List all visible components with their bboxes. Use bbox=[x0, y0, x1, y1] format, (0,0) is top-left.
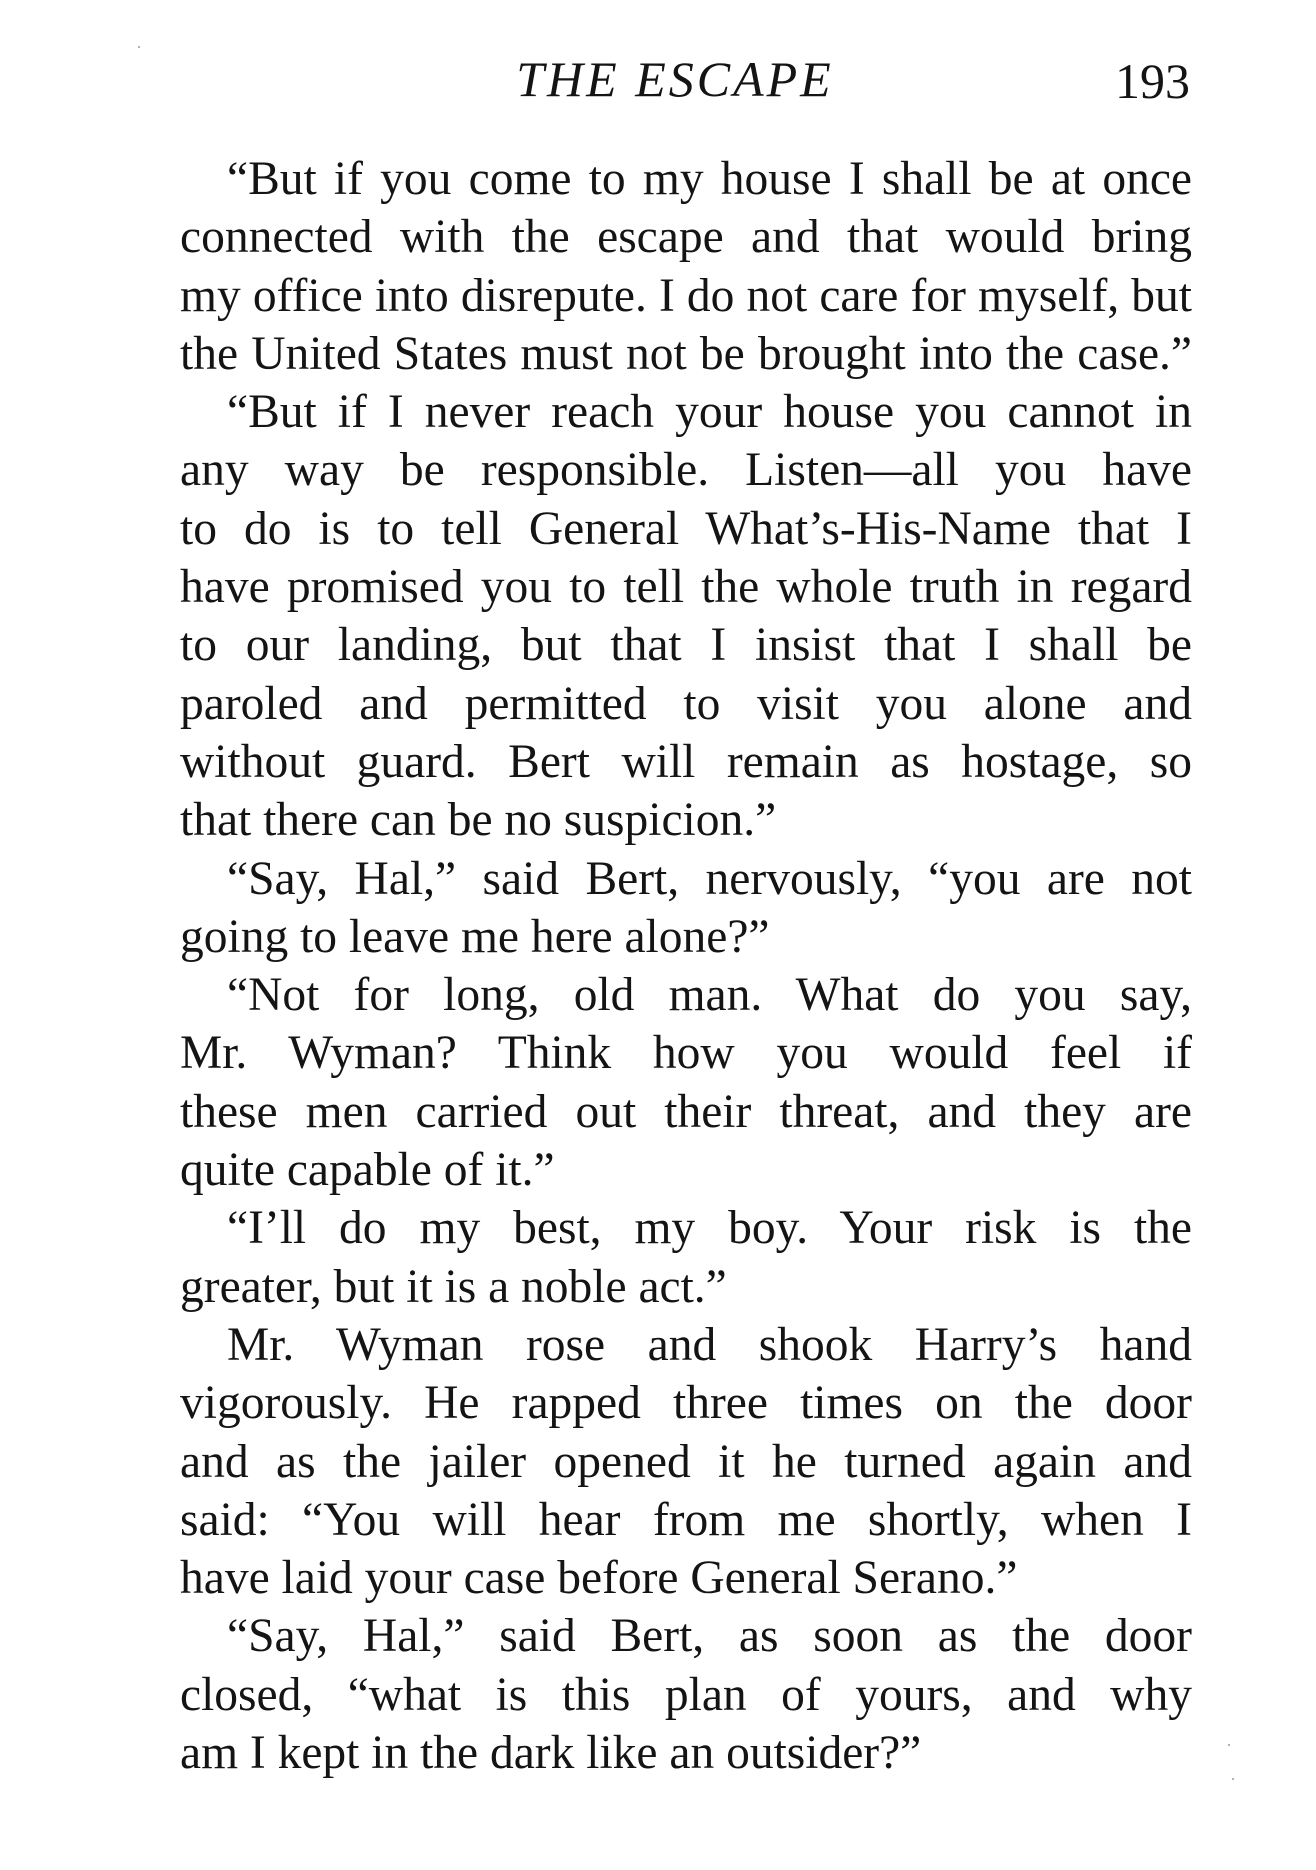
paragraph bbox=[180, 1199, 1192, 1316]
text-line: “Say, Hal,” said Bert, nervously, “you are not bbox=[227, 852, 1192, 905]
paragraph bbox=[180, 383, 1192, 849]
text-line: vigorously. He rapped three times on the door bbox=[180, 1377, 1192, 1430]
text-line: greater, but it is a noble act.” bbox=[180, 1260, 727, 1313]
text-line: paroled and permitted to visit you alone and bbox=[180, 677, 1192, 730]
text-line: to do is to tell General What’s-His-Name that I bbox=[180, 502, 1192, 555]
text-line: the United States must not be brought into the case.” bbox=[180, 327, 1192, 380]
running-title: THE ESCAPE bbox=[516, 51, 834, 107]
paragraph bbox=[180, 850, 1192, 967]
text-line: Mr. Wyman? Think how you would feel if bbox=[180, 1027, 1192, 1080]
text-line: and as the jailer opened it he turned again and bbox=[180, 1435, 1192, 1488]
paper-speck bbox=[1232, 1778, 1234, 1780]
text-line: “Say, Hal,” said Bert, as soon as the door bbox=[227, 1610, 1192, 1663]
text-line: without guard. Bert will remain as hostage, so bbox=[180, 735, 1192, 788]
text-line: said: “You will hear from me shortly, when I bbox=[180, 1493, 1192, 1546]
paper-speck bbox=[138, 46, 140, 48]
text-line: to our landing, but that I insist that I shall be bbox=[180, 619, 1192, 672]
text-line: “I’ll do my best, my boy. Your risk is the bbox=[227, 1202, 1192, 1255]
text-line: closed, “what is this plan of yours, and why bbox=[180, 1668, 1192, 1721]
text-line: “But if you come to my house I shall be at once bbox=[227, 153, 1192, 205]
paper-speck bbox=[1228, 1744, 1230, 1746]
text-line: am I kept in the dark like an outsider?” bbox=[180, 1727, 922, 1780]
text-line: quite capable of it.” bbox=[180, 1144, 555, 1197]
text-line: have laid your case before General Serano.” bbox=[180, 1552, 1018, 1605]
text-line: “But if I never reach your house you cannot in bbox=[227, 386, 1192, 439]
text-line: going to leave me here alone?” bbox=[180, 910, 770, 963]
page-number: 193 bbox=[1115, 53, 1190, 109]
paragraph bbox=[180, 1607, 1192, 1782]
text-line: “Not for long, old man. What do you say, bbox=[227, 969, 1192, 1022]
text-line: my office into disrepute. I do not care for myself, but bbox=[180, 269, 1192, 322]
paragraph bbox=[180, 1316, 1192, 1607]
text-line: connected with the escape and that would bring bbox=[180, 211, 1192, 264]
text-line: have promised you to tell the whole truth in regard bbox=[180, 561, 1192, 614]
body-text bbox=[180, 150, 1192, 1782]
text-line: any way be responsible. Listen—all you have bbox=[180, 444, 1192, 497]
text-line: that there can be no suspicion.” bbox=[180, 794, 777, 847]
paragraph bbox=[180, 966, 1192, 1199]
text-line: these men carried out their threat, and they are bbox=[180, 1085, 1192, 1138]
text-line: Mr. Wyman rose and shook Harry’s hand bbox=[227, 1318, 1192, 1371]
running-head bbox=[0, 44, 1316, 114]
paragraph bbox=[180, 150, 1192, 383]
